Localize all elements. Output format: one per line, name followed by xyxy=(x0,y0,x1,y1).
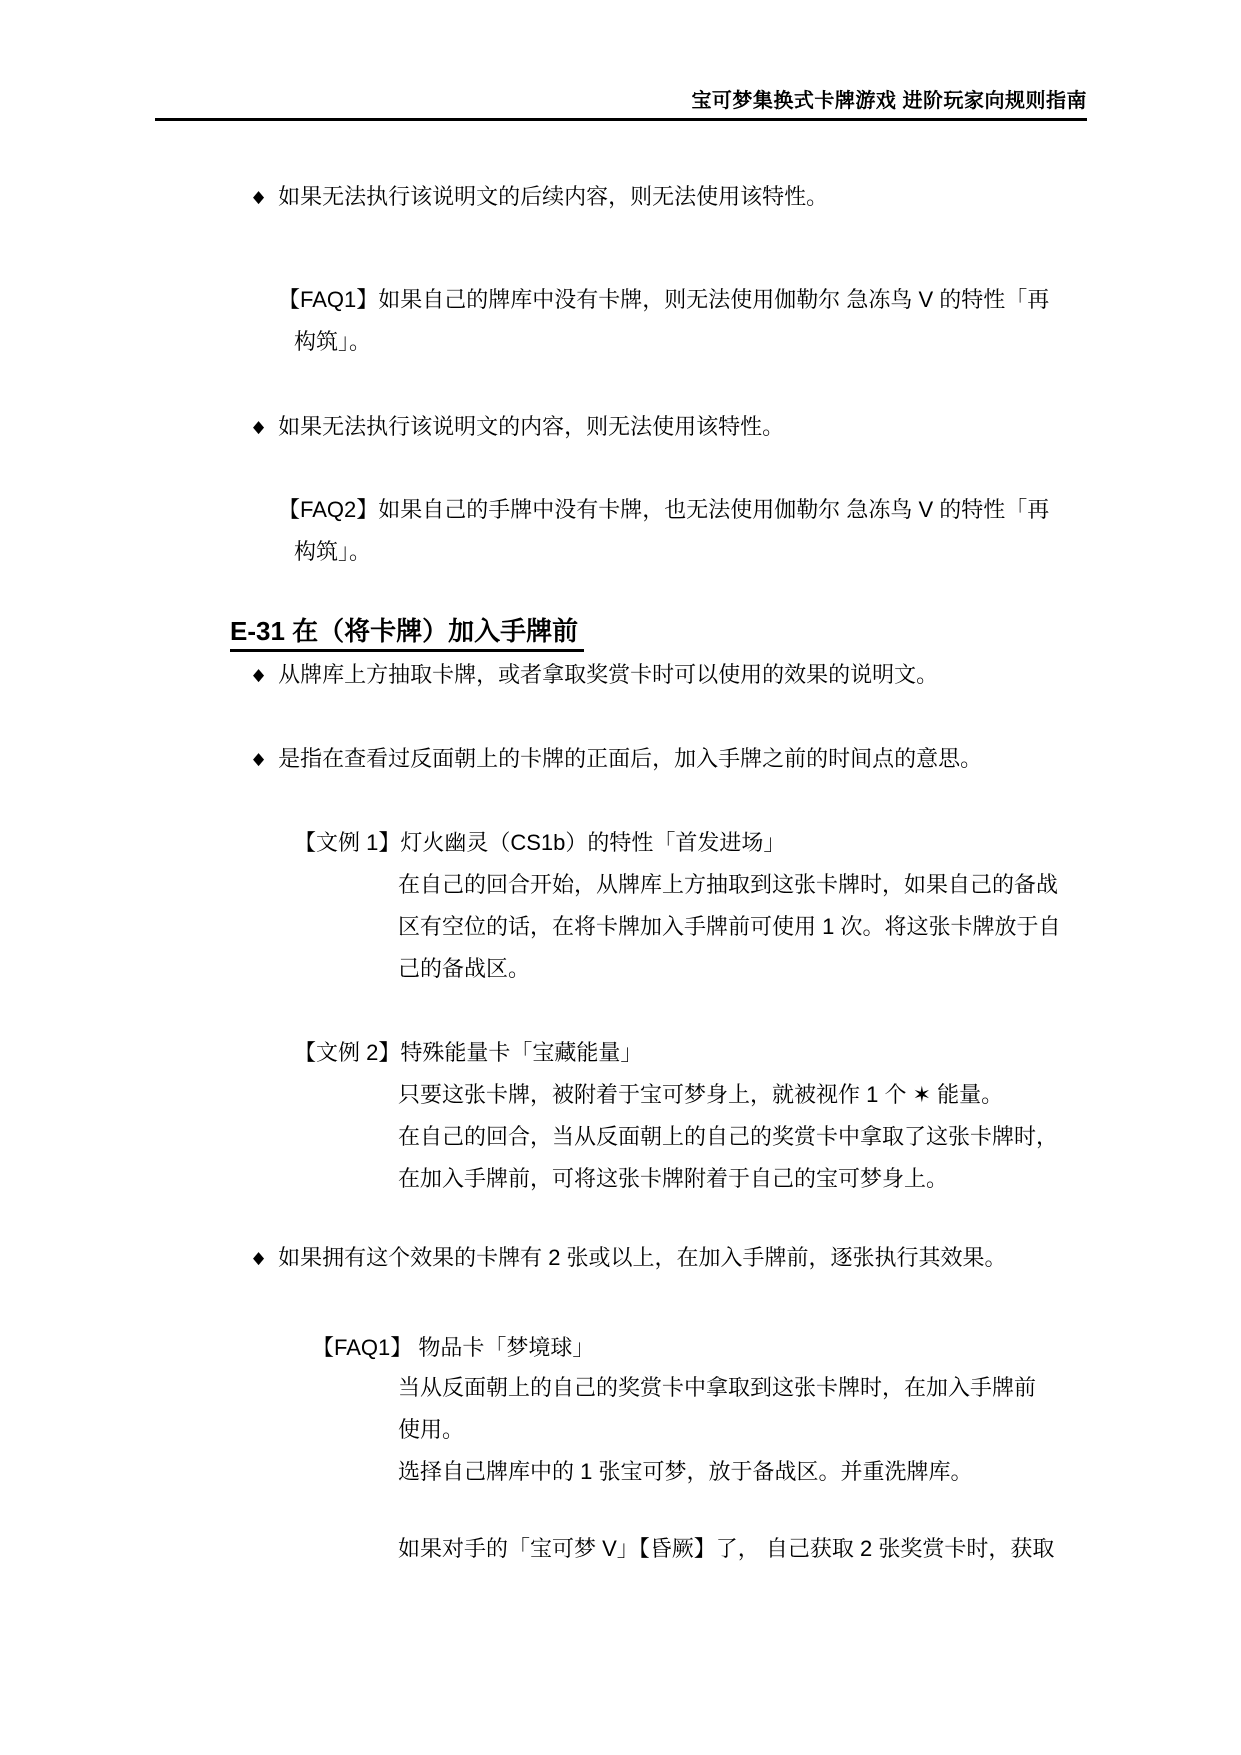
bullet-item-3 xyxy=(252,659,938,693)
faq3-body-line: 当从反面朝上的自己的奖赏卡中拿取到这张卡牌时，在加入手牌前 xyxy=(398,1375,1037,1400)
faq3-body-line: 如果对手的「宝可梦 V」【昏厥】了， 自己获取 2 张奖赏卡时，获取 xyxy=(398,1536,1055,1561)
bullet-text: 从牌库上方抽取卡牌，或者拿取奖赏卡时可以使用的效果的说明文。 xyxy=(278,662,939,687)
diamond-bullet-icon: ◆ xyxy=(252,1248,265,1267)
faq1-note-line-1: 【FAQ1】如果自己的牌库中没有卡牌，则无法使用伽勒尔 急冻鸟 V 的特性「再 xyxy=(278,287,1050,312)
diamond-bullet-icon: ◆ xyxy=(252,187,265,206)
bullet-text: 如果无法执行该说明文的后续内容，则无法使用该特性。 xyxy=(278,184,829,209)
bullet-text: 如果无法执行该说明文的内容，则无法使用该特性。 xyxy=(278,414,785,439)
bullet-text: 如果拥有这个效果的卡牌有 2 张或以上，在加入手牌前，逐张执行其效果。 xyxy=(278,1245,1007,1270)
example-1-body-line: 在自己的回合开始，从牌库上方抽取到这张卡牌时，如果自己的备战 xyxy=(398,872,1059,897)
bullet-item-4 xyxy=(252,743,982,777)
example-2-body-line: 只要这张卡牌，被附着于宝可梦身上，就被视作 1 个 ✶ 能量。 xyxy=(398,1082,1004,1107)
diamond-bullet-icon: ◆ xyxy=(252,665,265,684)
diamond-bullet-icon: ◆ xyxy=(252,749,265,768)
faq2-note-line-1: 【FAQ2】如果自己的手牌中没有卡牌，也无法使用伽勒尔 急冻鸟 V 的特性「再 xyxy=(278,497,1050,522)
faq3-body-line: 使用。 xyxy=(398,1417,465,1442)
page-header-title: 宝可梦集换式卡牌游戏 进阶玩家向规则指南 xyxy=(691,90,1087,112)
faq1-note-line-2: 构筑」。 xyxy=(294,329,372,354)
example-1-body-line: 己的备战区。 xyxy=(398,956,531,981)
faq3-body-line: 选择自己牌库中的 1 张宝可梦，放于备战区。并重洗牌库。 xyxy=(398,1459,973,1484)
bullet-item-2 xyxy=(252,411,784,445)
bullet-text: 是指在查看过反面朝上的卡牌的正面后，加入手牌之前的时间点的意思。 xyxy=(278,746,983,771)
example-2-body-line: 在加入手牌前，可将这张卡牌附着于自己的宝可梦身上。 xyxy=(398,1166,949,1191)
faq2-note-line-2: 构筑」。 xyxy=(294,539,372,564)
bullet-item-1 xyxy=(252,181,828,215)
diamond-bullet-icon: ◆ xyxy=(252,417,265,436)
header-rule xyxy=(155,118,1087,121)
faq3-label: 【FAQ1】 物品卡「梦境球」 xyxy=(312,1335,595,1360)
section-heading-e31 xyxy=(230,614,584,649)
example-1-body-line: 区有空位的话，在将卡牌加入手牌前可使用 1 次。将这张卡牌放于自 xyxy=(398,914,1061,939)
section-heading-text: E-31 在（将卡牌）加入手牌前 xyxy=(230,616,584,652)
example-2-label: 【文例 2】特殊能量卡「宝藏能量」 xyxy=(294,1040,643,1065)
bullet-item-5 xyxy=(252,1242,1007,1276)
example-2-body-line: 在自己的回合，当从反面朝上的自己的奖赏卡中拿取了这张卡牌时， xyxy=(398,1124,1059,1149)
example-1-label: 【文例 1】灯火幽灵（CS1b）的特性「首发进场」 xyxy=(294,830,786,855)
